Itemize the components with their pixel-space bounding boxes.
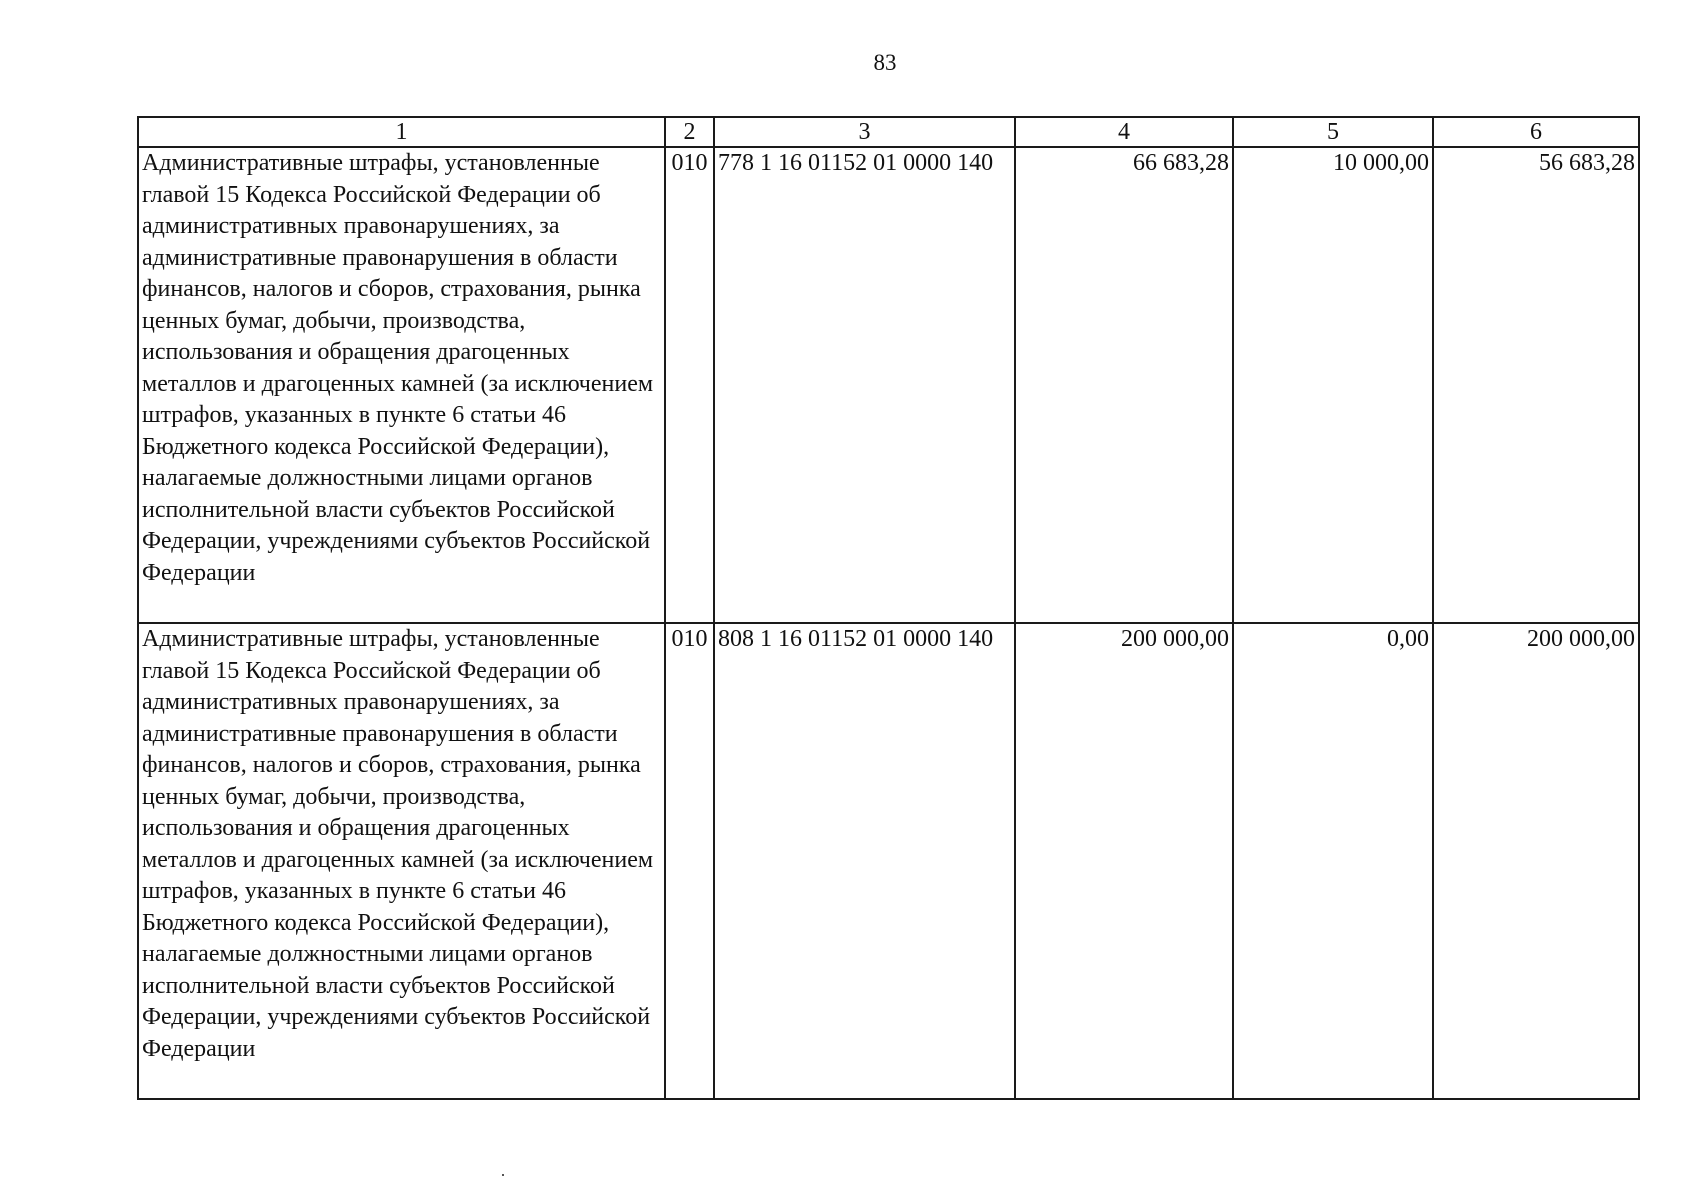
row-income-code: 808 1 16 01152 01 0000 140 [714,623,1015,1099]
report-table [137,116,1640,1100]
row-col5-value: 10 000,00 [1233,147,1433,623]
row-line-code: 010 [665,623,714,1099]
column-header-4: 4 [1015,117,1233,147]
table-header-row [138,117,1639,147]
page-number: 83 [873,50,897,75]
row-description: Административные штрафы, установленные главой 15 Кодекса Российской Федерации об административных правонарушениях, за административные правонарушения в области финансов, налогов и сборов, страхования, рынка ценных бумаг, добычи, производства, использования и обращения драгоценных металлов и драгоценных камней (за исключением штрафов, указанных в пункте 6 статьи 46 Бюджетного кодекса Российской Федерации), налагаемые должностными лицами органов исполнительной власти субъектов Российской Федерации, учреждениями субъектов Российской Федерации [138,623,665,1099]
column-header-5: 5 [1233,117,1433,147]
row-line-code: 010 [665,147,714,623]
scan-speck [502,1174,504,1176]
column-header-1: 1 [138,117,665,147]
column-header-2: 2 [665,117,714,147]
row-description: Административные штрафы, установленные главой 15 Кодекса Российской Федерации об административных правонарушениях, за административные правонарушения в области финансов, налогов и сборов, страхования, рынка ценных бумаг, добычи, производства, использования и обращения драгоценных металлов и драгоценных камней (за исключением штрафов, указанных в пункте 6 статьи 46 Бюджетного кодекса Российской Федерации), налагаемые должностными лицами органов исполнительной власти субъектов Российской Федерации, учреждениями субъектов Российской Федерации [138,147,665,623]
row-col4-value: 66 683,28 [1015,147,1233,623]
row-col4-value: 200 000,00 [1015,623,1233,1099]
row-col6-value: 56 683,28 [1433,147,1639,623]
column-header-3: 3 [714,117,1015,147]
table-row [138,147,1639,623]
column-header-6: 6 [1433,117,1639,147]
row-col5-value: 0,00 [1233,623,1433,1099]
table-row [138,623,1639,1099]
row-income-code: 778 1 16 01152 01 0000 140 [714,147,1015,623]
row-col6-value: 200 000,00 [1433,623,1639,1099]
